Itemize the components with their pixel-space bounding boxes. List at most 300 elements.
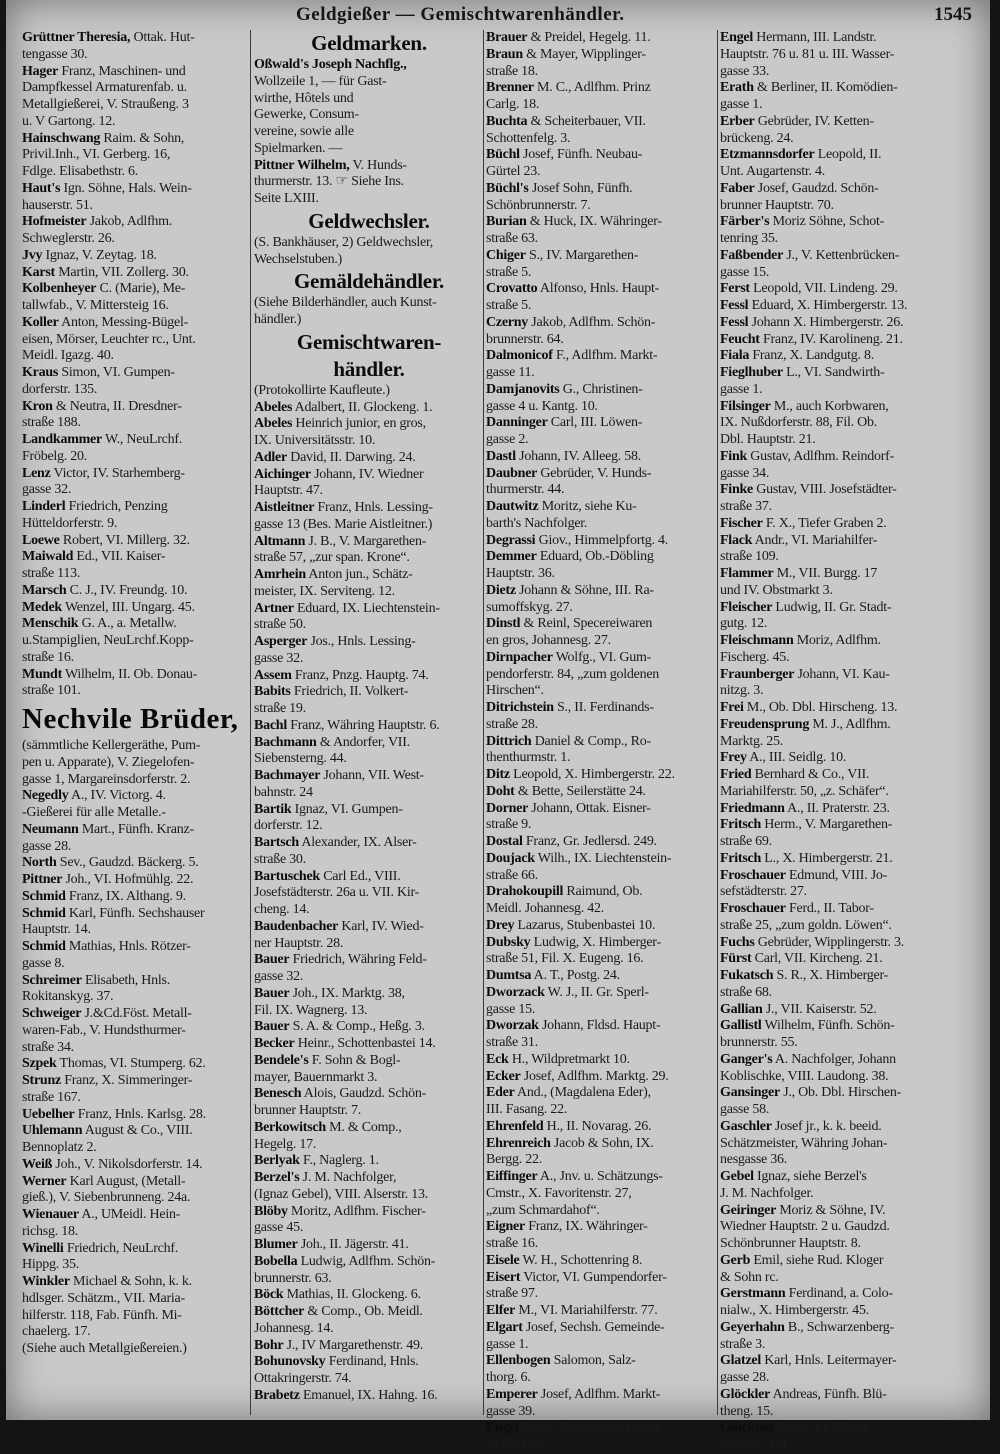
- directory-entry: [486, 834, 718, 851]
- directory-entry: [254, 718, 484, 735]
- entry-name: Friedmann: [720, 800, 785, 816]
- directory-entry: [254, 57, 484, 74]
- entry-name: Strunz: [22, 1073, 61, 1088]
- entry-text: J., VII. Kaiserstr. 52.: [762, 1001, 877, 1017]
- entry-continuation: [254, 517, 484, 534]
- directory-entry: [720, 633, 978, 650]
- entry-text: Meidl. Igazg. 40.: [22, 348, 114, 364]
- entry-name: Amrhein: [254, 567, 306, 582]
- entry-name: Marsch: [22, 582, 67, 598]
- entry-text: gasse 39.: [486, 1403, 536, 1419]
- directory-entry: [486, 415, 718, 432]
- entry-text: gasse 1.: [720, 381, 763, 397]
- entry-name: Dworzack: [486, 984, 545, 1000]
- directory-entry: [486, 499, 718, 516]
- entry-continuation: [486, 332, 718, 349]
- entry-text: Martin, VII. Zollerg. 30.: [54, 264, 189, 280]
- entry-continuation: [720, 1069, 978, 1086]
- entry-continuation: [254, 617, 484, 634]
- entry-name: Schreimer: [22, 972, 82, 988]
- entry-continuation: [720, 1035, 978, 1052]
- entry-name: Faßbender: [720, 247, 784, 263]
- entry-name: Czerny: [486, 314, 529, 330]
- entry-text: straße 16.: [22, 649, 74, 665]
- entry-name: Froschauer: [720, 867, 786, 883]
- directory-entry: [22, 131, 247, 148]
- entry-continuation: [720, 382, 978, 399]
- entry-continuation: [486, 901, 718, 918]
- directory-entry: [254, 1304, 484, 1321]
- entry-name: Daubner: [486, 465, 538, 481]
- entry-continuation: [486, 64, 718, 81]
- entry-text: & Huck, IX. Währinger-: [526, 214, 662, 230]
- entry-text: waren-Fab., V. Hundsthurmer-: [22, 1022, 186, 1038]
- entry-text: brunnerstr. 63.: [254, 1270, 332, 1286]
- entry-continuation: [22, 1341, 247, 1358]
- entry-text: Wolfg., VI. Gum-: [552, 649, 652, 665]
- entry-text: Joh., IX. Marktg. 38,: [289, 985, 405, 1001]
- entry-text: Franz, Gr. Jedlersd. 249.: [522, 834, 657, 849]
- entry-name: Fleischmann: [720, 633, 794, 648]
- directory-entry: [22, 889, 247, 906]
- directory-entry: [254, 1170, 484, 1187]
- entry-continuation: [22, 1040, 247, 1057]
- entry-text: Adalbert, II. Glockeng. 1.: [292, 399, 433, 415]
- entry-name: Menschik: [22, 616, 79, 632]
- entry-text: straße 188.: [22, 415, 81, 431]
- directory-entry: [486, 935, 718, 952]
- entry-continuation: [254, 1220, 484, 1237]
- directory-entry: [486, 1303, 718, 1320]
- entry-continuation: [254, 174, 484, 191]
- directory-entry: [720, 968, 978, 985]
- entry-text: A., Jnv. u. Schätzungs-: [537, 1169, 663, 1184]
- directory-entry: [720, 1169, 978, 1186]
- entry-name: Berkowitsch: [254, 1119, 326, 1135]
- entry-continuation: [22, 1308, 247, 1325]
- entry-name: Neumann: [22, 821, 79, 837]
- entry-text: Rokitanskyg. 37.: [22, 989, 114, 1005]
- entry-continuation: [720, 1270, 978, 1287]
- entry-continuation: [254, 584, 484, 601]
- entry-name: Fried: [720, 767, 752, 782]
- entry-continuation: [720, 1236, 978, 1253]
- directory-entry: [720, 700, 978, 717]
- entry-text: Ign. Söhne, Hals. Wein-: [60, 180, 192, 196]
- entry-continuation: [22, 956, 247, 973]
- directory-entry: [486, 466, 718, 483]
- entry-name: Drey: [486, 917, 515, 933]
- entry-text: III. Fasang. 22.: [486, 1102, 568, 1117]
- directory-entry: [486, 985, 718, 1002]
- entry-text: Moriz, Adlfhm.: [793, 633, 881, 648]
- entry-name: Becker: [254, 1036, 295, 1051]
- entry-text: hdlsger. Schätzm., VII. Maria-: [22, 1290, 185, 1306]
- entry-continuation: [22, 231, 247, 248]
- directory-entry: [254, 802, 484, 819]
- entry-text: IX. Nußdorferstr. 88, Fil. Ob.: [720, 415, 877, 431]
- entry-name: Drahokoupill: [486, 884, 564, 900]
- entry-continuation: [22, 516, 247, 533]
- directory-entry: [22, 1241, 247, 1258]
- entry-text: Carlg. 18.: [486, 97, 540, 112]
- directory-entry: [22, 399, 247, 416]
- entry-text: Johann, VII. West-: [320, 768, 424, 783]
- entry-text: Ed., VII. Kaiser-: [73, 549, 166, 565]
- directory-entry: [22, 265, 247, 282]
- entry-name: Schweiger: [22, 1006, 82, 1021]
- entry-text: Heinr., Schottenbastei 14.: [294, 1036, 436, 1051]
- entry-text: Schönbrunnerstr. 7.: [486, 197, 591, 213]
- entry-text: Dampfkessel Armaturenfab. u.: [22, 80, 187, 96]
- entry-text: Leopold, II.: [814, 147, 882, 163]
- entry-name: Fischer: [720, 515, 763, 531]
- directory-entry: [486, 1018, 718, 1035]
- entry-name: Bohr: [254, 1337, 284, 1353]
- entry-text: Jakob, Adlfhm.: [86, 214, 173, 230]
- entry-continuation: [720, 784, 978, 801]
- entry-text: V. Hunds-: [349, 157, 407, 173]
- directory-entry: [720, 516, 978, 533]
- directory-entry: [486, 1069, 718, 1086]
- entry-text: Gewerke, Consum-: [254, 107, 359, 123]
- entry-text: hilferstr. 121.: [720, 1437, 792, 1452]
- entry-continuation: [254, 1003, 484, 1020]
- entry-text: IX. Universitätsstr. 10.: [254, 433, 376, 448]
- entry-text: M. & Comp.,: [325, 1119, 402, 1135]
- entry-text: Carl, III. Löwen-: [547, 415, 643, 431]
- directory-entry: [486, 801, 718, 818]
- entry-name: Glatzel: [720, 1353, 762, 1369]
- entry-continuation: [720, 884, 978, 901]
- entry-text: gasse 28.: [720, 1370, 770, 1385]
- entry-continuation: [486, 131, 718, 148]
- entry-name: Haut's: [22, 180, 61, 196]
- directory-entry: [22, 788, 247, 805]
- entry-text: Hauptstr. 76 u. 81 u. III. Wasser-: [720, 46, 895, 62]
- entry-text: & Comp., Ob. Meidl.: [304, 1304, 423, 1319]
- entry-continuation: [22, 989, 247, 1006]
- entry-name: Braun: [486, 46, 523, 62]
- entry-text: Josef, Adlfhm. Markt-: [537, 1386, 661, 1402]
- entry-text: gasse 1.: [720, 97, 763, 112]
- directory-entry: [720, 332, 978, 349]
- entry-text: Ottakringerstr. 74.: [254, 1371, 352, 1386]
- directory-entry: [254, 416, 484, 433]
- entry-text: Moriz Söhne, Schot-: [769, 214, 885, 230]
- entry-text: hilferstr. 118, Fab. Fünfh. Mi-: [22, 1307, 182, 1323]
- column-1: [22, 30, 247, 1358]
- entry-text: Victor, IV. Starhemberg-: [50, 465, 185, 481]
- directory-entry: [486, 533, 718, 550]
- entry-text: Josef jr., k. k. beeid.: [771, 1118, 882, 1134]
- entry-name: Froschauer: [720, 901, 786, 916]
- entry-continuation: [22, 47, 247, 64]
- directory-entry: [22, 1274, 247, 1291]
- entry-name: Dalmonicof: [486, 348, 553, 364]
- entry-name: Fessl: [720, 314, 749, 330]
- directory-entry: [22, 1174, 247, 1191]
- entry-continuation: [720, 1219, 978, 1236]
- entry-name: Bachmann: [254, 734, 317, 750]
- entry-continuation: [254, 1321, 484, 1338]
- directory-entry: [22, 973, 247, 990]
- entry-text: Joh., VI. Hofmühlg. 22.: [62, 872, 194, 887]
- directory-entry: [22, 616, 247, 633]
- entry-text: Emanuel, IX. Hahng. 16.: [299, 1387, 438, 1403]
- entry-text: -Gießerei für alle Metalle.-: [22, 805, 166, 820]
- entry-text: Johann, Ottak. Eisner-: [528, 800, 651, 816]
- entry-text: Johann, Fldsd. Haupt-: [538, 1018, 661, 1034]
- directory-entry: [720, 901, 978, 918]
- entry-text: ner Hauptstr. 28.: [254, 935, 344, 951]
- directory-entry: [486, 281, 718, 298]
- entry-name: Hager: [22, 63, 59, 79]
- entry-continuation: [486, 1152, 718, 1169]
- entry-text: F., Adlfhm. Markt-: [552, 348, 658, 364]
- entry-text: & Mayer, Wipplinger-: [522, 46, 646, 62]
- directory-entry: [720, 667, 978, 684]
- directory-entry: [720, 348, 978, 365]
- entry-text: Franz, IX. Althang. 9.: [65, 888, 186, 904]
- directory-entry: [22, 281, 247, 298]
- entry-continuation: [254, 1187, 484, 1204]
- directory-entry: [254, 1354, 484, 1371]
- entry-text: cheng. 14.: [254, 902, 310, 917]
- entry-continuation: [486, 683, 718, 700]
- entry-text: Moritz, Adlfhm. Fischer-: [287, 1203, 426, 1219]
- entry-continuation: [22, 633, 247, 650]
- directory-entry: [486, 549, 718, 566]
- entry-name: Bachmayer: [254, 768, 321, 783]
- entry-name: Eisele: [486, 1252, 520, 1268]
- entry-name: Hainschwang: [22, 130, 101, 146]
- directory-entry: [22, 1006, 247, 1023]
- entry-text: wirthe, Hôtels und: [254, 90, 354, 106]
- directory-entry: [22, 906, 247, 923]
- entry-name: Feucht: [720, 331, 760, 347]
- directory-entry: [486, 47, 718, 64]
- directory-entry: [720, 817, 978, 834]
- entry-continuation: [22, 650, 247, 667]
- entry-text: Jacob & Sohn, IX.: [550, 1135, 654, 1151]
- entry-continuation: [486, 750, 718, 767]
- entry-text: Schottenfelg. 3.: [486, 130, 571, 146]
- entry-text: straße 9.: [486, 817, 532, 833]
- entry-text: sefstädterstr. 27.: [720, 884, 807, 900]
- entry-continuation: [720, 131, 978, 148]
- entry-continuation: [486, 1370, 718, 1387]
- entry-name: Blöby: [254, 1203, 288, 1219]
- entry-text: thurmerstr. 13. ☞ Siehe Ins.: [254, 174, 404, 190]
- entry-text: brückeng. 24.: [720, 130, 794, 146]
- entry-text: Andr., VI. Mariahilfer-: [752, 532, 878, 548]
- directory-entry: [486, 1085, 718, 1102]
- entry-text: gasse 4 u. Kantg. 10.: [486, 398, 598, 414]
- entry-text: gasse 33.: [720, 63, 770, 79]
- entry-continuation: [720, 47, 978, 64]
- entry-text: Adolf, III. Landstr. Haupt-: [518, 1420, 664, 1436]
- column-divider: [250, 30, 251, 1415]
- entry-name: Doht: [486, 783, 515, 799]
- entry-text: nitzg. 3.: [720, 683, 764, 699]
- entry-name: Linderl: [22, 499, 66, 514]
- entry-continuation: [254, 141, 484, 158]
- entry-name: Dumtsa: [486, 968, 532, 983]
- entry-text: A., IV. Victorg. 4.: [68, 788, 166, 804]
- entry-name: Winelli: [22, 1240, 64, 1256]
- entry-continuation: [22, 738, 247, 755]
- entry-continuation: [254, 295, 484, 312]
- entry-text: dorferstr. 12.: [254, 818, 323, 834]
- section-heading: Geldmarken.: [311, 31, 427, 55]
- entry-text: Raim. & Sohn,: [100, 130, 185, 146]
- entry-text: theng. 15.: [720, 1403, 774, 1419]
- entry-text: Michael & Sohn, k. k.: [69, 1274, 192, 1289]
- entry-continuation: [720, 265, 978, 282]
- entry-text: & Bette, Seilerstätte 24.: [514, 783, 646, 799]
- entry-text: Anton, Messing-Bügel-: [58, 314, 189, 330]
- entry-continuation: [254, 191, 484, 208]
- entry-text: Johann, IV. Wiedner: [310, 466, 424, 482]
- directory-entry: [22, 1157, 247, 1174]
- entry-name: Bartuschek: [254, 868, 320, 884]
- entry-text: Anna, VI. Maria-: [774, 1420, 871, 1436]
- entry-text: Karl, IV. Wied-: [338, 918, 424, 934]
- entry-name: Faber: [720, 180, 755, 196]
- entry-text: M. C., Adlfhm. Prinz: [533, 80, 651, 96]
- directory-entry: [720, 1320, 978, 1337]
- section-heading: Gemäldehändler.: [293, 269, 445, 294]
- entry-name: Brabetz: [254, 1387, 300, 1403]
- entry-text: Robert, VI. Millerg. 32.: [59, 532, 190, 548]
- entry-text: gasse 15.: [486, 1001, 536, 1017]
- entry-name: Babits: [254, 684, 291, 700]
- directory-entry: [254, 768, 484, 785]
- directory-entry: [22, 1056, 247, 1073]
- entry-text: Wilhelm, II. Ob. Donau-: [61, 666, 198, 682]
- directory-entry: [720, 801, 978, 818]
- entry-continuation: [720, 499, 978, 516]
- entry-continuation: [720, 231, 978, 248]
- entry-name: Baudenbacher: [254, 918, 339, 934]
- directory-entry: [720, 482, 978, 499]
- directory-entry: [720, 114, 978, 131]
- entry-continuation: [486, 365, 718, 382]
- entry-continuation: [22, 1090, 247, 1107]
- entry-text: brunner Hauptstr. 7.: [254, 1103, 361, 1118]
- entry-text: gasse 32.: [22, 482, 72, 498]
- directory-entry: [22, 1073, 247, 1090]
- entry-text: Eduard, X. Himbergerstr. 13.: [748, 298, 908, 313]
- entry-name: Dostal: [486, 834, 523, 849]
- running-title: Geldgießer — Gemischtwarenhändler.: [296, 4, 625, 25]
- entry-continuation: [720, 1404, 978, 1421]
- entry-name: Werner: [22, 1173, 67, 1189]
- entry-text: Ignaz, siehe Berzel's: [753, 1169, 867, 1184]
- entry-name: Brenner: [486, 80, 534, 96]
- entry-text: Ludwig, X. Himberger-: [530, 934, 661, 950]
- entry-text: gieß.), V. Siebenbrunneng. 24a.: [22, 1190, 191, 1206]
- entry-name: Kraus: [22, 365, 59, 380]
- entry-name: Gerb: [720, 1252, 751, 1268]
- directory-entry: [254, 1036, 484, 1053]
- entry-text: And., (Magdalena Eder),: [514, 1085, 651, 1101]
- directory-entry: [254, 835, 484, 852]
- entry-text: gasse 45.: [254, 1220, 304, 1236]
- entry-continuation: [254, 91, 484, 108]
- entry-text: & Preidel, Hegelg. 11.: [527, 30, 651, 45]
- entry-text: Fil. IX. Wagnerg. 13.: [254, 1002, 368, 1018]
- entry-continuation: [720, 198, 978, 215]
- entry-text: & Reinl, Specereiwaren: [520, 616, 653, 632]
- directory-page: [6, 0, 990, 1452]
- entry-text: Gebrüder, Wipplingerstr. 3.: [754, 934, 905, 950]
- entry-name: Bartik: [254, 801, 292, 817]
- directory-entry: [720, 449, 978, 466]
- entry-name: Ellenbogen: [486, 1353, 551, 1369]
- directory-entry: [254, 500, 484, 517]
- entry-text: M., VI. Mariahilferstr. 77.: [515, 1303, 658, 1318]
- directory-entry: [720, 399, 978, 416]
- entry-continuation: [720, 1102, 978, 1119]
- entry-text: Eduard, IX. Liechtenstein-: [293, 600, 440, 616]
- directory-entry: [486, 767, 718, 784]
- entry-name: Danninger: [486, 415, 548, 431]
- entry-text: Gürtel 23.: [486, 164, 541, 179]
- section-heading: Geldwechsler.: [308, 208, 430, 233]
- entry-text: tallwfab., V. Mittersteig 16.: [22, 298, 169, 313]
- entry-name: Buchta: [486, 113, 528, 129]
- entry-name: Ehrenreich: [486, 1135, 551, 1151]
- entry-text: Friedrich, NeuLrchf.: [63, 1240, 179, 1256]
- entry-continuation: [720, 683, 978, 700]
- entry-name: Bartsch: [254, 835, 299, 850]
- entry-text: Wechselstuben.): [254, 251, 343, 267]
- entry-text: pen u. Apparate), V. Ziegelofen-: [22, 754, 195, 770]
- directory-entry: [22, 64, 247, 81]
- entry-continuation: [22, 1190, 247, 1207]
- entry-continuation: [22, 755, 247, 772]
- directory-entry: [720, 181, 978, 198]
- entry-text: straße 19.: [254, 701, 306, 716]
- entry-continuation: [254, 852, 484, 869]
- entry-name: Färber's: [720, 214, 770, 230]
- section-heading: händler.: [333, 356, 405, 381]
- entry-text: thenthurmstr. 1.: [486, 750, 571, 766]
- entry-continuation: [486, 1186, 718, 1203]
- entry-text: Ferdinand, Hnls.: [325, 1354, 419, 1370]
- entry-text: gasse 58.: [720, 1102, 770, 1117]
- entry-text: händler.): [254, 312, 302, 327]
- entry-continuation: [254, 969, 484, 986]
- entry-name: Bobella: [254, 1253, 298, 1269]
- entry-text: gasse 15.: [720, 264, 770, 280]
- directory-entry: [486, 1353, 718, 1370]
- directory-entry: [486, 348, 718, 365]
- directory-entry: [22, 1107, 247, 1124]
- entry-continuation: [720, 432, 978, 449]
- directory-entry: [22, 583, 247, 600]
- entry-name: Damjanovits: [486, 381, 560, 397]
- entry-text: gasse 32.: [254, 969, 304, 984]
- entry-text: & Sohn rc.: [720, 1269, 779, 1285]
- entry-text: L., X. Himbergerstr. 21.: [761, 850, 893, 866]
- entry-text: sumoffskyg. 27.: [486, 599, 573, 615]
- directory-entry: [486, 968, 718, 985]
- entry-name: Ecker: [486, 1068, 521, 1084]
- entry-text: gutg. 12.: [720, 616, 768, 632]
